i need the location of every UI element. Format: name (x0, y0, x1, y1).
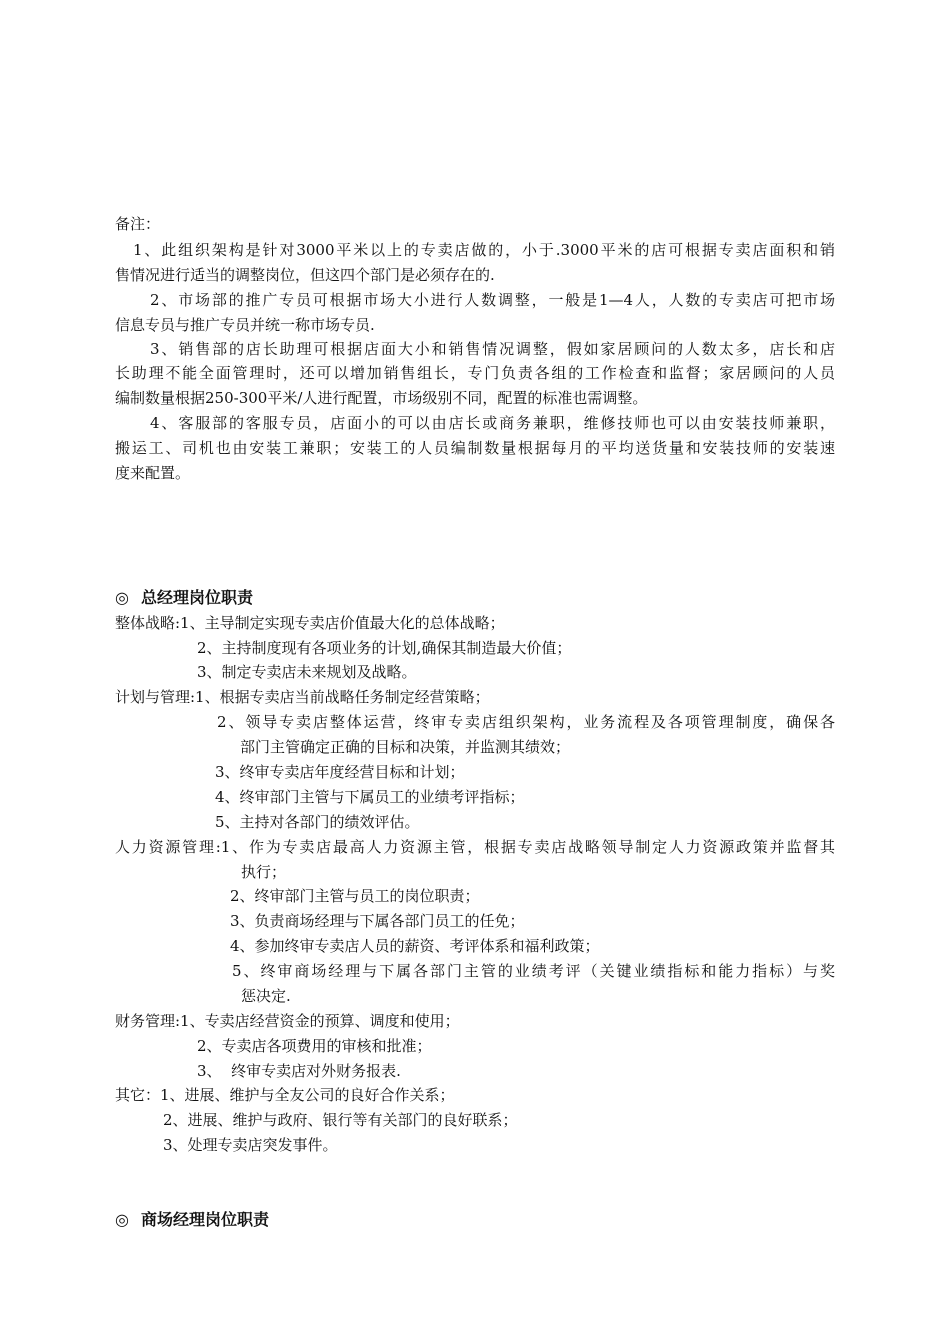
section-title: 商场经理岗位职责 (141, 1210, 270, 1229)
duty-line: 执行； (241, 863, 287, 881)
duty-line: 计划与管理:1、根据专卖店当前战略任务制定经营策略； (115, 688, 490, 706)
duty-line: 3、 终审专卖店对外财务报表. (197, 1062, 401, 1080)
notes-line: 4、客服部的客服专员，店面小的可以由店长或商务兼职，维修技师也可以由安装技师兼职， (150, 414, 835, 432)
duty-line: 人力资源管理:1、作为专卖店最高人力资源主管，根据专卖店战略领导制定人力资源政策并监督其 (115, 838, 835, 856)
duty-line: 4、参加终审专卖店人员的薪资、考评体系和福利政策； (230, 937, 600, 955)
notes-line: 3、销售部的店长助理可根据店面大小和销售情况调整，假如家居顾问的人数太多，店长和店 (150, 340, 835, 358)
section-heading-gm (115, 586, 253, 610)
section-heading-mall-manager (115, 1208, 269, 1232)
duty-line: 2、终审部门主管与员工的岗位职责； (230, 887, 480, 905)
notes-line: 编制数量根据250-300平米/人进行配置，市场级别不同，配置的标准也需调整。 (115, 389, 648, 407)
duty-line: 3、制定专卖店未来规划及战略。 (197, 663, 417, 681)
duty-line: 4、终审部门主管与下属员工的业绩考评指标； (215, 788, 525, 806)
notes-line: 信息专员与推广专员并统一称市场专员. (115, 316, 375, 334)
section-title: 总经理岗位职责 (141, 588, 254, 607)
duty-line: 3、负责商场经理与下属各部门员工的任免； (230, 912, 525, 930)
notes-title: 备注： (115, 215, 161, 233)
notes-line: 2、市场部的推广专员可根据市场大小进行人数调整，一般是1—4人，人数的专卖店可把市场 (150, 291, 835, 309)
duty-line: 整体战略:1、主导制定实现专卖店价值最大化的总体战略； (115, 614, 505, 632)
notes-line: 售情况进行适当的调整岗位，但这四个部门是必须存在的. (115, 266, 495, 284)
duty-line: 2、进展、维护与政府、银行等有关部门的良好联系； (163, 1111, 518, 1129)
duty-line: 财务管理:1、专卖店经营资金的预算、调度和使用； (115, 1012, 460, 1030)
notes-line: 度来配置。 (115, 464, 191, 482)
notes-line: 搬运工、司机也由安装工兼职；安装工的人员编制数量根据每月的平均送货量和安装技师的安装速 (115, 439, 835, 457)
notes-line: 1、此组织架构是针对3000平米以上的专卖店做的，小于.3000平米的店可根据专卖店面积和销 (133, 241, 835, 259)
duty-line: 3、处理专卖店突发事件。 (163, 1136, 338, 1154)
duty-line: 5、终审商场经理与下属各部门主管的业绩考评（关键业绩指标和能力指标）与奖 (232, 962, 835, 980)
duty-line: 2、专卖店各项费用的审核和批准； (197, 1037, 432, 1055)
duty-line: 3、终审专卖店年度经营目标和计划； (215, 763, 465, 781)
double-circle-icon: ◎ (115, 1210, 129, 1229)
notes-line: 长助理不能全面管理时，还可以增加销售组长，专门负责各组的工作检查和监督；家居顾问的人员 (115, 364, 835, 382)
duty-line: 其它：1、进展、维护与全友公司的良好合作关系； (115, 1086, 455, 1104)
duty-line: 2、主持制度现有各项业务的计划,确保其制造最大价值； (197, 639, 572, 657)
duty-line: 部门主管确定正确的目标和决策，并监测其绩效； (240, 738, 571, 756)
duty-line: 惩决定. (241, 987, 291, 1005)
duty-line: 2、领导专卖店整体运营，终审专卖店组织架构，业务流程及各项管理制度，确保各 (217, 713, 835, 731)
double-circle-icon: ◎ (115, 588, 129, 607)
duty-line: 5、主持对各部门的绩效评估。 (215, 813, 420, 831)
